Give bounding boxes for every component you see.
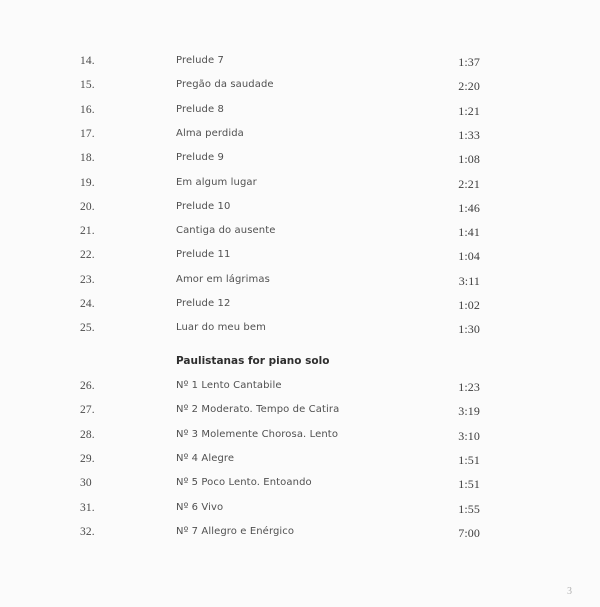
track-number: 16. [80, 103, 95, 116]
track-number: 29. [80, 452, 95, 465]
track-row [0, 201, 600, 221]
track-row [0, 128, 600, 148]
track-title: Pregão da saudade [176, 79, 274, 91]
track-number: 23. [80, 273, 95, 286]
track-duration: 2:21 [458, 176, 480, 191]
track-duration: 1:46 [458, 200, 480, 215]
track-title: Prelude 12 [176, 298, 231, 309]
track-number: 24. [80, 298, 95, 310]
track-row [0, 225, 600, 245]
track-number: 26. [80, 380, 95, 392]
track-duration: 1:04 [458, 249, 480, 264]
track-row [0, 477, 600, 497]
track-row [0, 526, 600, 546]
track-title: Alma perdida [176, 127, 244, 139]
track-number: 20. [80, 200, 95, 213]
track-number: 30 [80, 477, 92, 490]
track-duration: 1:41 [458, 225, 480, 240]
track-number: 32. [80, 525, 95, 538]
track-row [0, 79, 600, 99]
track-row [0, 177, 600, 197]
track-row [0, 404, 600, 424]
track-title: Nº 7 Allegro e Enérgico [176, 525, 295, 537]
track-title: Nº 6 Vivo [176, 501, 224, 513]
track-duration: 1:21 [458, 103, 480, 118]
track-row [0, 298, 600, 318]
track-title: Luar do meu bem [176, 322, 266, 334]
track-number: 17. [80, 127, 95, 140]
track-title: Prelude 8 [176, 103, 224, 115]
track-number: 21. [80, 225, 95, 238]
track-duration: 1:55 [458, 501, 480, 516]
track-duration: 1:51 [458, 452, 480, 467]
track-duration: 3:11 [458, 273, 480, 288]
track-title: Nº 1 Lento Cantabile [176, 380, 282, 391]
track-title: Prelude 11 [176, 249, 231, 261]
track-duration: 7:00 [458, 525, 480, 540]
track-row [0, 429, 600, 449]
track-title: Nº 3 Molemente Chorosa. Lento [176, 428, 339, 440]
track-duration: 2:20 [458, 79, 480, 94]
track-title: Cantiga do ausente [176, 225, 276, 237]
track-title: Prelude 10 [176, 200, 231, 212]
track-duration: 1:23 [458, 380, 480, 394]
track-number: 18. [80, 152, 95, 165]
track-duration: 3:10 [458, 428, 480, 443]
track-duration: 1:08 [458, 152, 480, 167]
track-row [0, 453, 600, 473]
track-number: 31. [80, 501, 95, 514]
section-heading: Paulistanas for piano solo [176, 355, 330, 367]
track-number: 28. [80, 428, 95, 441]
track-row [0, 249, 600, 269]
track-number: 27. [80, 404, 95, 417]
track-title: Prelude 7 [176, 55, 224, 66]
track-title: Em algum lugar [176, 176, 257, 188]
track-row [0, 104, 600, 124]
track-title: Nº 4 Alegre [176, 452, 235, 464]
track-row [0, 274, 600, 294]
track-number: 15. [80, 79, 95, 92]
track-row [0, 322, 600, 342]
track-duration: 1:33 [458, 127, 480, 142]
track-duration: 1:30 [458, 322, 480, 337]
track-title: Nº 5 Poco Lento. Entoando [176, 477, 312, 489]
track-duration: 1:37 [458, 55, 480, 69]
track-row [0, 152, 600, 172]
track-title: Nº 2 Moderato. Tempo de Catira [176, 404, 340, 416]
track-duration: 1:02 [458, 298, 480, 312]
page-number: 3 [567, 586, 572, 597]
track-number: 22. [80, 249, 95, 262]
track-title: Prelude 9 [176, 152, 224, 164]
track-row [0, 380, 600, 400]
track-row [0, 55, 600, 75]
track-title: Amor em lágrimas [176, 273, 270, 285]
track-duration: 3:19 [458, 404, 480, 419]
track-number: 19. [80, 176, 95, 189]
track-row [0, 502, 600, 522]
track-number: 14. [80, 55, 95, 67]
track-number: 25. [80, 322, 95, 335]
track-duration: 1:51 [458, 477, 480, 492]
